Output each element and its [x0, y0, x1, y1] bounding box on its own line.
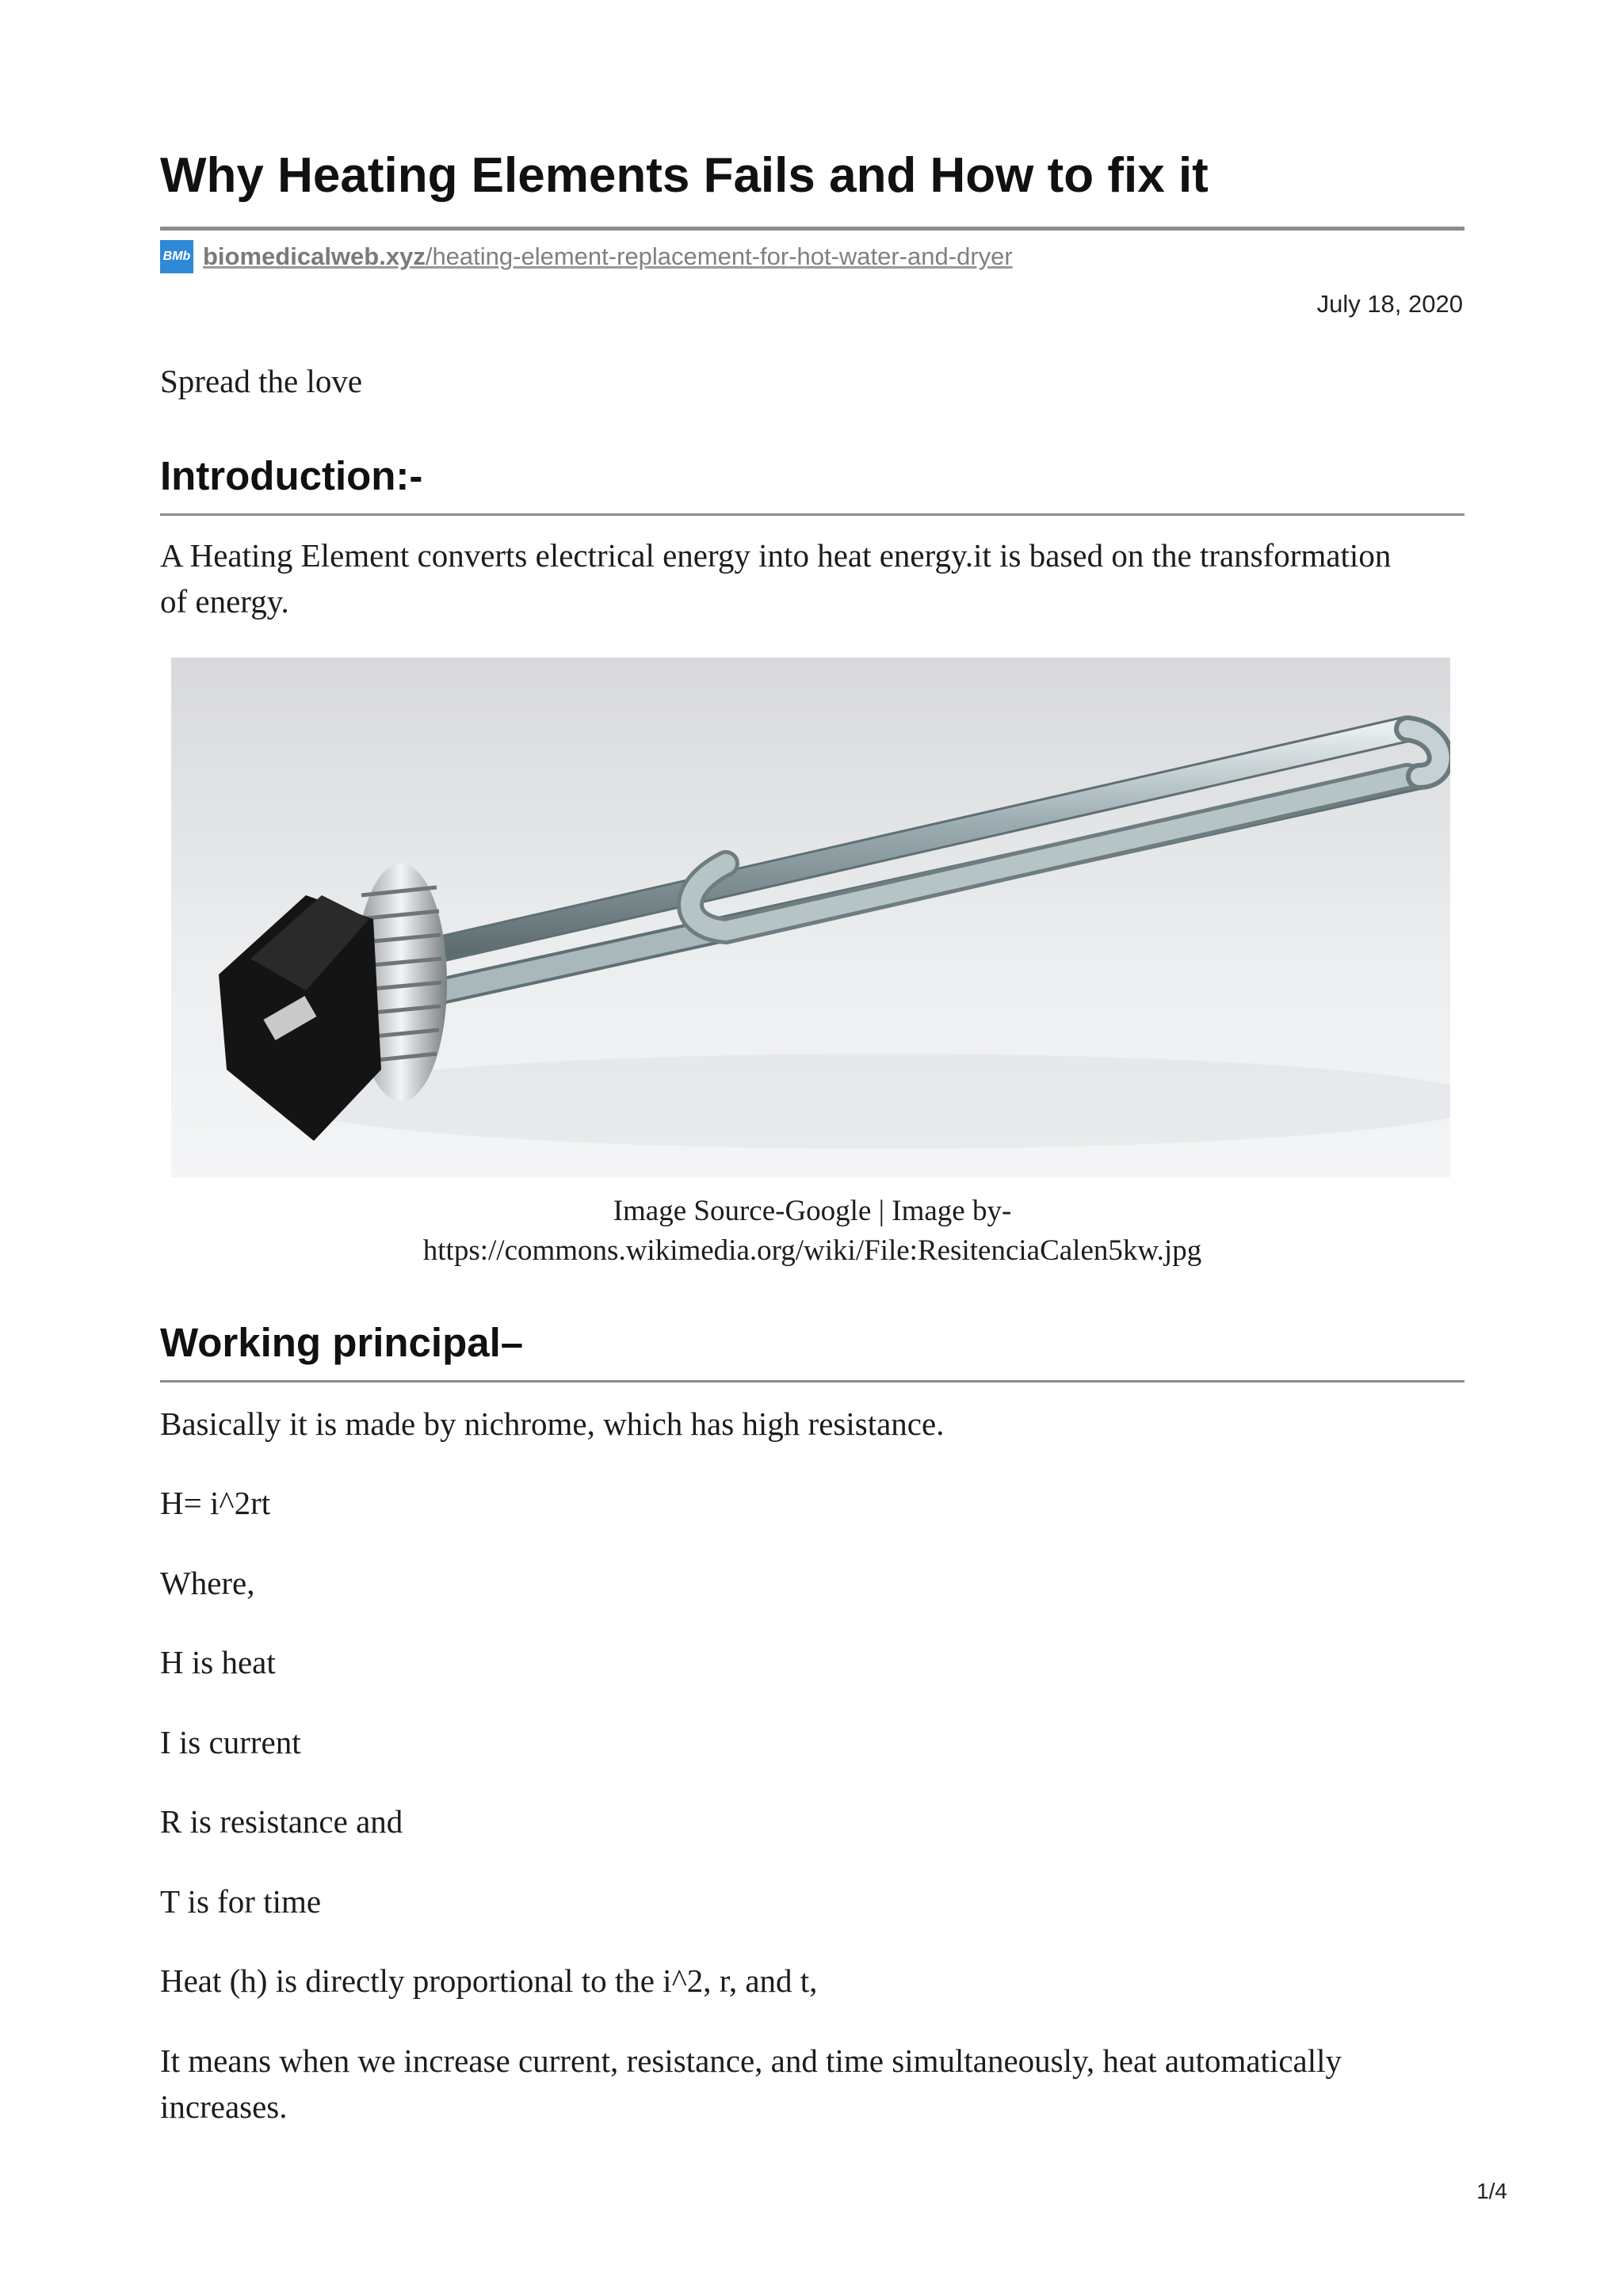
image-caption [160, 1192, 1465, 1271]
working-divider [160, 1380, 1465, 1383]
intro-paragraph: A Heating Element converts electrical energy into heat energy.it is based on the transformation of energy. [160, 537, 1392, 620]
heating-element-illustration [171, 658, 1450, 1177]
caption-line-2: https://commons.wikimedia.org/wiki/File:ResitenciaCalen5kw.jpg [422, 1234, 1202, 1267]
working-line: I is current [160, 1724, 301, 1760]
intro-divider [160, 513, 1465, 516]
heating-element-photo [171, 658, 1450, 1177]
working-line: Basically it is made by nichrome, which has high resistance. [160, 1405, 945, 1442]
working-line: H is heat [160, 1644, 276, 1680]
working-line: Heat (h) is directly proportional to the i^2, r, and t, [160, 1962, 818, 1999]
page-number: 1/4 [1476, 2179, 1507, 2203]
working-line: R is resistance and [160, 1803, 403, 1840]
working-line: Where, [160, 1565, 255, 1601]
source-link-row[interactable] [160, 239, 1013, 274]
working-line: It means when we increase current, resistance, and time simultaneously, heat automatically increases. [160, 2042, 1342, 2125]
share-text: Spread the love [160, 363, 363, 399]
source-path[interactable]: /heating-element-replacement-for-hot-water-and-dryer [425, 242, 1013, 270]
working-line: T is for time [160, 1883, 322, 1920]
source-url-link[interactable] [203, 242, 1013, 271]
working-heading: Working principal– [160, 1320, 524, 1365]
intro-heading: Introduction:- [160, 453, 423, 498]
formula-line: H= i^2rt [160, 1485, 271, 1521]
article-title: Why Heating Elements Fails and How to fix it [160, 148, 1209, 203]
site-favicon-icon: BMb [160, 240, 193, 273]
source-domain[interactable]: biomedicalweb.xyz [203, 242, 426, 270]
caption-line-1: Image Source-Google | Image by- [613, 1195, 1012, 1227]
publish-date: July 18, 2020 [1316, 290, 1463, 318]
title-divider [160, 227, 1465, 231]
